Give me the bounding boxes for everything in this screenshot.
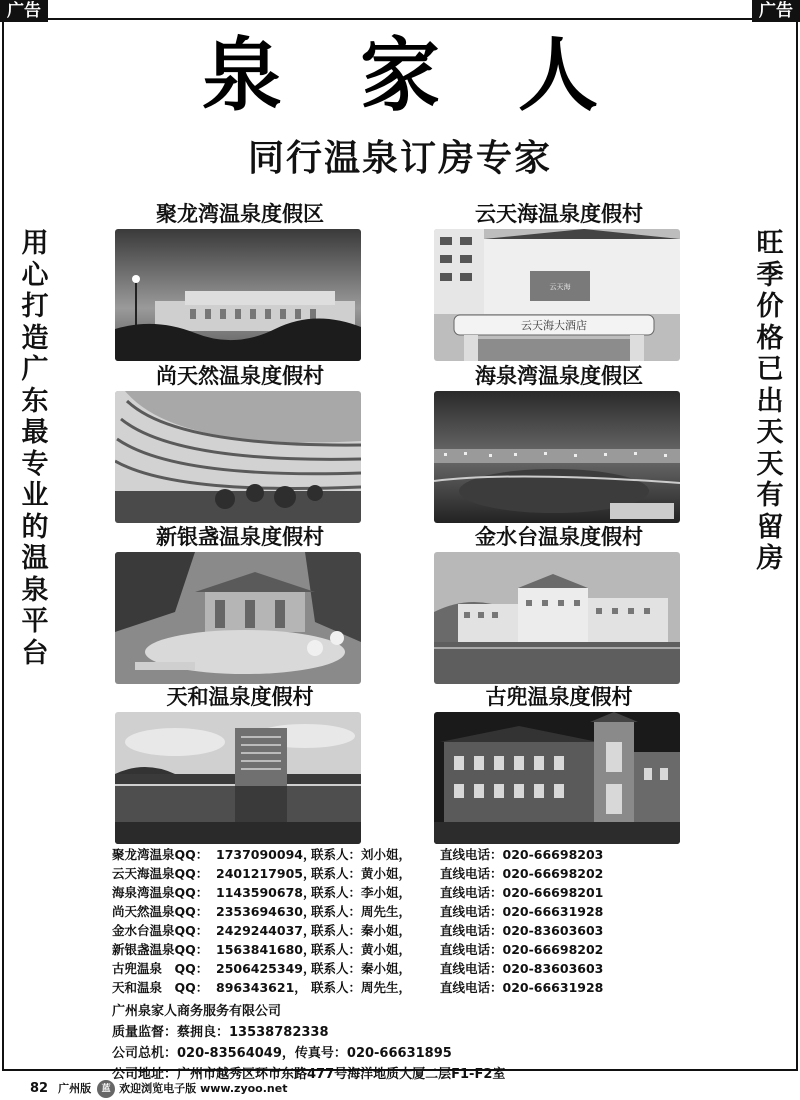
resort-photo[interactable]: [115, 712, 361, 844]
resort-name: 新银盏温泉度假村: [156, 525, 324, 549]
contact-qq: 2401217905，: [216, 866, 316, 881]
contact-qq: 2353694630，: [216, 904, 316, 919]
contact-row: [112, 864, 672, 883]
contact-qq: 2429244037，: [216, 923, 316, 938]
resort-name: 金水台温泉度假村: [475, 525, 643, 549]
resort-photo[interactable]: [434, 391, 680, 523]
company-name: 广州泉家人商务服务有限公司: [112, 1004, 282, 1019]
contact-person: 联系人：周先生，: [311, 980, 412, 995]
resort-name: 云天海温泉度假村: [475, 202, 643, 226]
resort-name: 古兜温泉度假村: [485, 685, 633, 709]
contact-row: [112, 921, 672, 940]
company-info: [112, 1001, 672, 1085]
contact-phone: 直线电话：020-66698203: [440, 847, 604, 862]
contact-resort: 尚天然温泉QQ：: [112, 904, 209, 919]
company-address: 公司地址：广州市越秀区环市东路477号海洋地质大厦二层F1-F2室: [112, 1067, 506, 1082]
resort-card-xinyinzhan[interactable]: [115, 524, 365, 684]
contact-resort: 聚龙湾温泉QQ：: [112, 847, 209, 862]
brand-title: 泉家人: [202, 28, 676, 122]
contact-person: 联系人：李小姐，: [311, 885, 412, 900]
resort-name: 尚天然温泉度假村: [156, 364, 324, 388]
contact-person: 联系人：刘小姐，: [311, 847, 412, 862]
contact-row: [112, 959, 672, 978]
resort-photo[interactable]: [434, 552, 680, 684]
contact-qq: 1143590678，: [216, 885, 316, 900]
contact-person: 联系人：秦小姐，: [311, 961, 412, 976]
company-phones: 公司总机：020-83564049，传真号：020-66631895: [112, 1046, 452, 1061]
contact-row: [112, 978, 672, 997]
resort-card-julongwan[interactable]: [115, 201, 365, 361]
contact-qq: 1737090094，: [216, 847, 316, 862]
contact-row: [112, 845, 672, 864]
contact-list: [112, 845, 672, 1085]
contact-person: 联系人：周先生，: [311, 904, 412, 919]
contact-person: 联系人：黄小姐，: [311, 866, 412, 881]
resort-card-gudou[interactable]: [434, 684, 684, 844]
resort-card-haiquanwan[interactable]: [434, 363, 684, 523]
contact-phone: 直线电话：020-66698202: [440, 866, 604, 881]
contact-resort: 天和温泉 QQ：: [112, 980, 209, 995]
edition-label: 广州版: [58, 1082, 92, 1095]
contact-resort: 金水台温泉QQ：: [112, 923, 209, 938]
contact-qq: 1563841680，: [216, 942, 316, 957]
resort-photo[interactable]: [115, 552, 361, 684]
resort-photo[interactable]: [115, 391, 361, 523]
resort-card-tianhe[interactable]: [115, 684, 365, 844]
contact-resort: 新银盏温泉QQ：: [112, 942, 209, 957]
resort-photo[interactable]: [115, 229, 361, 361]
slogan: 同行温泉订房专家: [247, 138, 552, 179]
contact-resort: 海泉湾温泉QQ：: [112, 885, 209, 900]
resort-name: 天和温泉度假村: [166, 685, 314, 709]
company-supervisor: 质量监督：蔡拥良：13538782338: [112, 1025, 329, 1040]
contact-phone: 直线电话：020-66631928: [440, 904, 604, 919]
contact-qq: 2506425349，: [216, 961, 316, 976]
resort-photo[interactable]: [434, 229, 680, 361]
resort-photo[interactable]: [434, 712, 680, 844]
publisher-logo-icon: 蓝: [97, 1080, 115, 1098]
ad-tag-right: 广告: [752, 0, 800, 22]
contact-qq: 896343621，: [216, 980, 307, 995]
footer-url-link[interactable]: www.zyoo.net: [200, 1082, 288, 1095]
contact-phone: 直线电话：020-66698201: [440, 885, 604, 900]
contact-resort: 云天海温泉QQ：: [112, 866, 209, 881]
contact-phone: 直线电话：020-83603603: [440, 961, 604, 976]
resort-card-yuntianhai[interactable]: [434, 201, 684, 361]
contact-person: 联系人：秦小姐，: [311, 923, 412, 938]
side-slogan-right: 旺季价格已出 天天有留房: [756, 228, 784, 574]
contact-row: [112, 940, 672, 959]
hotel-sign-text: 云天海大酒店: [521, 319, 587, 332]
resort-name: 海泉湾温泉度假区: [475, 364, 643, 388]
ad-tag-left: 广告: [0, 0, 48, 22]
contact-row: [112, 902, 672, 921]
footer-text: 欢迎浏览电子版: [119, 1082, 197, 1095]
resort-card-shangtianran[interactable]: [115, 363, 365, 523]
page-number: 82: [30, 1081, 49, 1096]
page-footer: [30, 1080, 287, 1098]
contact-phone: 直线电话：020-83603603: [440, 923, 604, 938]
resort-name: 聚龙湾温泉度假区: [156, 202, 324, 226]
contact-phone: 直线电话：020-66698202: [440, 942, 604, 957]
contact-resort: 古兜温泉 QQ：: [112, 961, 209, 976]
hotel-small-sign: 云天海: [549, 283, 571, 291]
contact-phone: 直线电话：020-66631928: [440, 980, 604, 995]
contact-row: [112, 883, 672, 902]
contact-person: 联系人：黄小姐，: [311, 942, 412, 957]
resort-card-jinshuitai[interactable]: [434, 524, 684, 684]
side-slogan-left: 用心打造广东最专业的温泉平台: [21, 228, 49, 669]
